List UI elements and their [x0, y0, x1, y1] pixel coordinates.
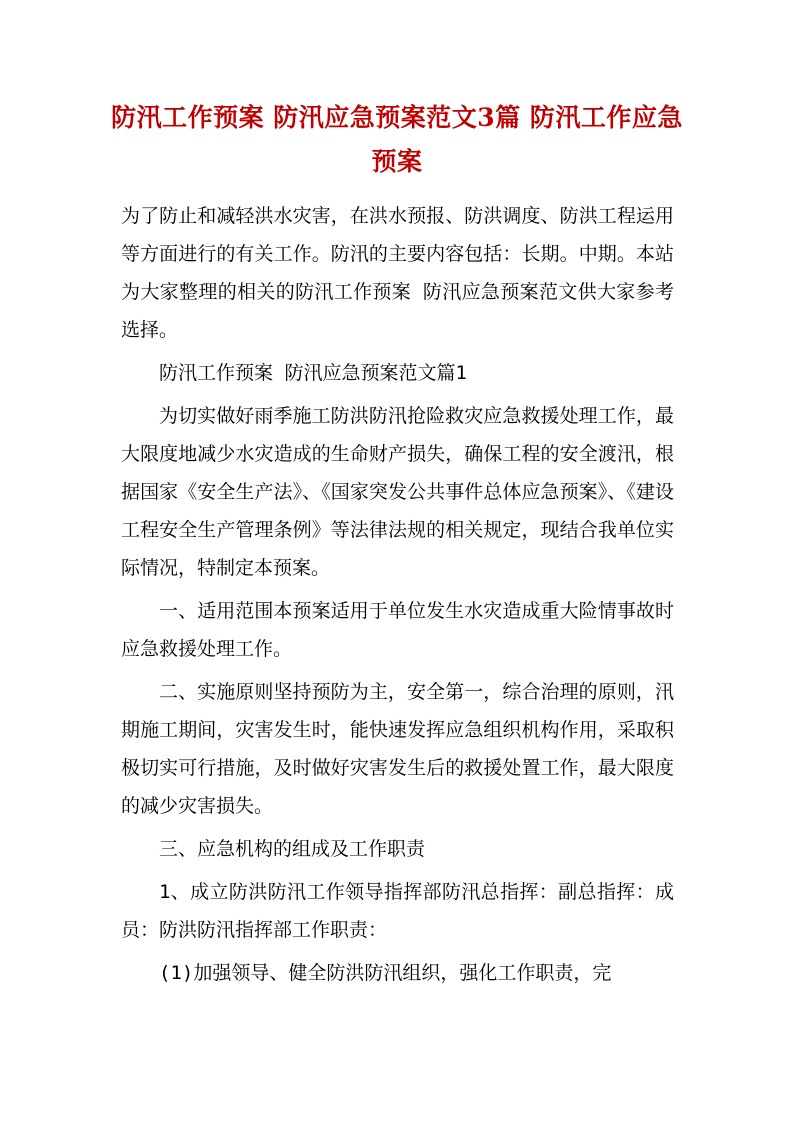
- body-paragraph: 为切实做好雨季施工防洪防汛抢险救灾应急救援处理工作，最大限度地减少水灾造成的生命财产损失，确保工程的安全渡汛，根据国家《安全生产法》、《国家突发公共事件总体应急预案》、《建设工程安全生产管理条例》等法律法规的相关规定，现结合我单位实际情况，特制定本预案。: [121, 405, 674, 579]
- body-paragraph: 一、适用范围本预案适用于单位发生水灾造成重大险情事故时应急救援处理工作。: [121, 600, 674, 660]
- document-body: [121, 197, 674, 992]
- subsection-heading: 三、应急机构的组成及工作职责: [159, 838, 426, 860]
- body-paragraph: 1、成立防洪防汛工作领导指挥部防汛总指挥：副总指挥：成员：防洪防汛指挥部工作职责：: [121, 881, 674, 941]
- intro-paragraph: 为了防止和减轻洪水灾害，在洪水预报、防洪调度、防洪工程运用等方面进行的有关工作。防汛的主要内容包括：长期。中期。本站为大家整理的相关的防汛工作预案 防汛应急预案范文供大家参考选择。: [121, 205, 674, 341]
- body-paragraph: (1)加强领导、健全防洪防汛组织，强化工作职责，完: [159, 962, 612, 984]
- section-heading: 防汛工作预案 防汛应急预案范文篇1: [159, 362, 467, 384]
- document-title: 防汛工作预案 防汛应急预案范文3篇 防汛工作应急预案: [111, 103, 683, 176]
- body-paragraph: 二、实施原则坚持预防为主，安全第一，综合治理的原则，汛期施工期间，灾害发生时，能快速发挥应急组织机构作用，采取积极切实可行措施，及时做好灾害发生后的救援处置工作，最大限度的减少灾害损失。: [121, 681, 674, 817]
